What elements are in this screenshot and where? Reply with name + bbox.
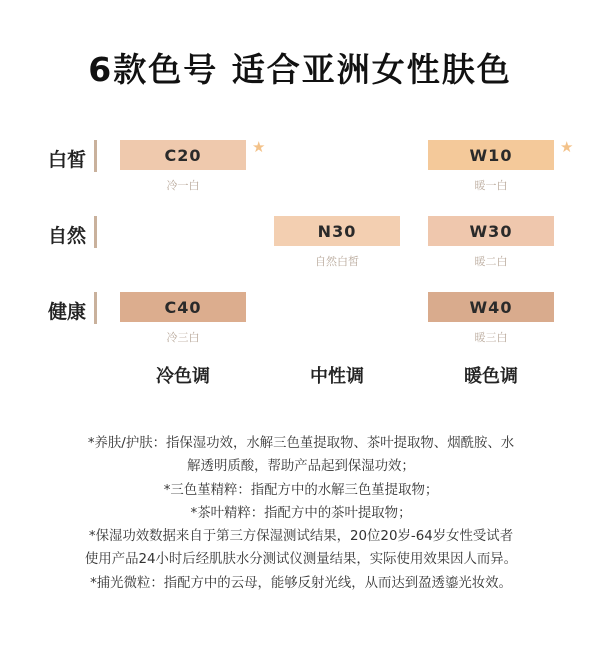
- shade-name: 自然白皙: [315, 255, 359, 268]
- row-divider: [94, 216, 97, 248]
- shade-code: C40: [164, 297, 202, 317]
- footnote-line: *茶叶精粹：指配方中的茶叶提取物；: [190, 505, 412, 521]
- shade-swatch-n30[interactable]: [274, 216, 400, 246]
- row-label-healthy: 健康: [48, 301, 87, 323]
- footnote-line: 使用产品24小时后经肌肤水分测试仪测量结果，实际使用效果因人而异。: [84, 552, 518, 568]
- shade-swatch-w10[interactable]: [428, 140, 554, 170]
- shade-swatch-c20[interactable]: [120, 140, 246, 170]
- footnote-line: *养肤/护肤：指保湿功效，水解三色堇提取物、茶叶提取物、烟酰胺、水: [87, 436, 515, 451]
- shade-name: 暖二白: [474, 255, 508, 268]
- row-divider: [94, 140, 97, 172]
- row-divider: [94, 292, 97, 324]
- shade-name: 冷一白: [166, 179, 200, 192]
- column-label-cool: 冷色调: [156, 366, 210, 387]
- footnote-line: *三色堇精粹：指配方中的水解三色堇提取物；: [163, 482, 439, 498]
- shade-swatch-w40[interactable]: [428, 292, 554, 322]
- page-title: 6款色号 适合亚洲女性肤色: [88, 50, 512, 89]
- shade-name: 暖一白: [474, 179, 508, 192]
- column-label-warm: 暖色调: [464, 366, 518, 387]
- shade-swatch-w30[interactable]: [428, 216, 554, 246]
- shade-code: C20: [164, 145, 202, 165]
- shade-swatch-c40[interactable]: [120, 292, 246, 322]
- column-label-neutral: 中性调: [310, 366, 364, 387]
- footnote-line: *捕光微粒：指配方中的云母，能够反射光线，从而达到盈透鎏光妆效。: [90, 575, 512, 591]
- shade-name: 冷三白: [166, 331, 200, 344]
- footnotes: [34, 432, 568, 595]
- footnote-line: *保湿功效数据来自于第三方保湿测试结果，20位20岁-64岁女性受试者: [88, 529, 514, 545]
- footnote-line: 解透明质酸，帮助产品起到保湿功效；: [187, 459, 415, 475]
- shade-code: W10: [469, 145, 513, 165]
- star-icon: ★: [252, 138, 266, 156]
- shade-code: W40: [469, 297, 513, 317]
- shade-code: N30: [317, 221, 357, 241]
- star-icon: ★: [560, 138, 574, 156]
- shade-code: W30: [469, 221, 513, 241]
- shade-name: 暖三白: [474, 331, 508, 344]
- row-label-fair: 白皙: [48, 149, 87, 171]
- row-label-natural: 自然: [48, 225, 87, 247]
